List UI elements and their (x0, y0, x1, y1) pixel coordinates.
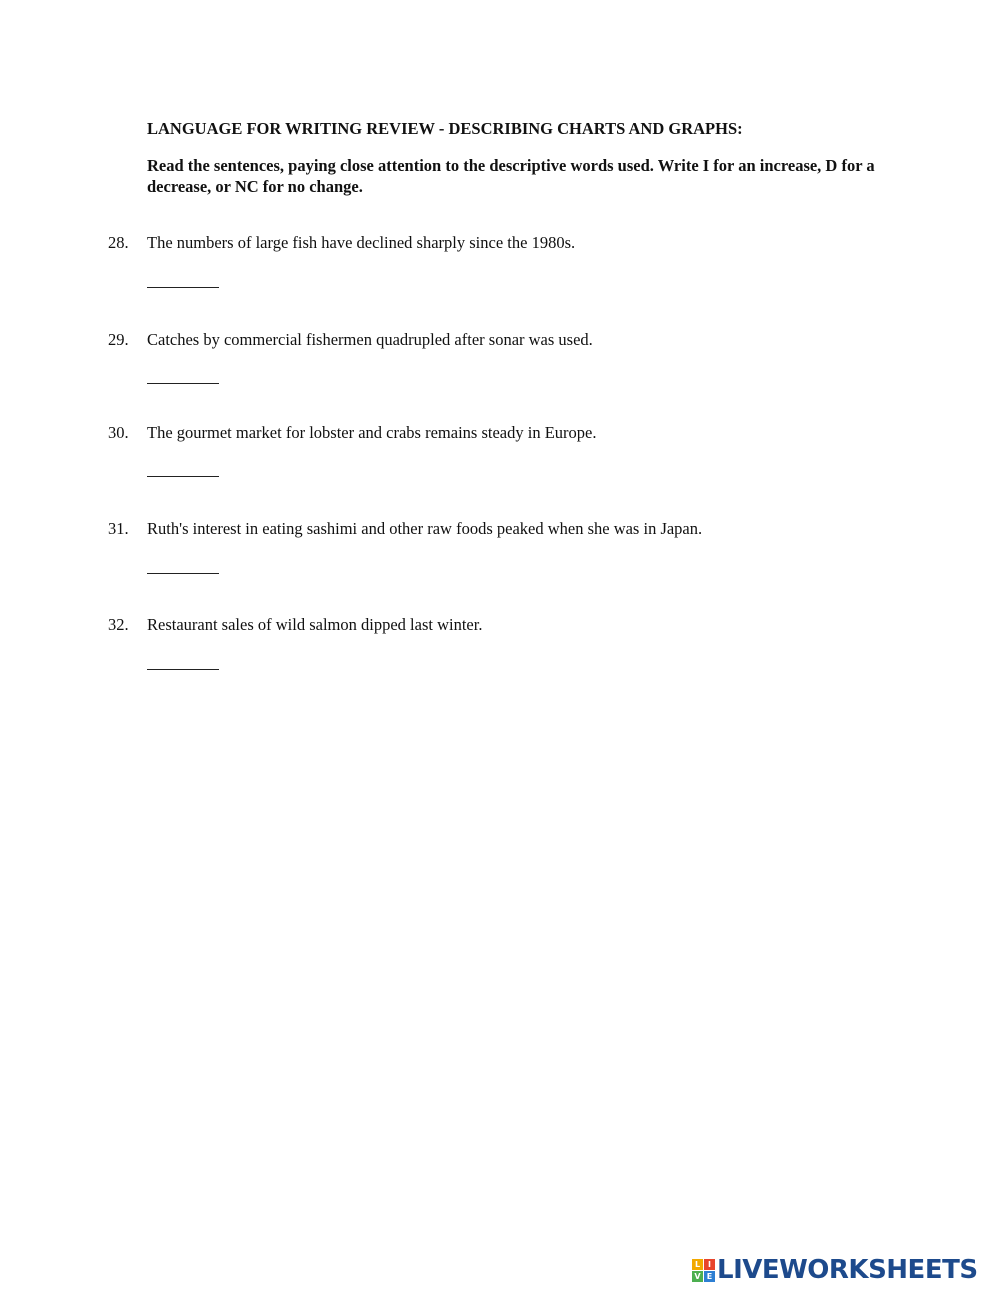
logo-wordmark: LIVEWORKSHEETS (717, 1255, 978, 1285)
logo-mark-letter: V (692, 1271, 703, 1282)
logo-mark-letter: L (692, 1259, 703, 1270)
question-text: Catches by commercial fishermen quadrupled after sonar was used. (147, 330, 593, 349)
answer-blank-28[interactable] (147, 287, 219, 288)
answer-blank-29[interactable] (147, 383, 219, 384)
question-number: 32. (108, 615, 129, 634)
liveworksheets-logo (692, 1255, 978, 1285)
question-number: 28. (108, 233, 129, 252)
question-text: The gourmet market for lobster and crabs remains steady in Europe. (147, 423, 597, 442)
worksheet-title: LANGUAGE FOR WRITING REVIEW - DESCRIBING CHARTS AND GRAPHS: (147, 119, 743, 138)
question-number: 29. (108, 330, 129, 349)
answer-blank-32[interactable] (147, 669, 219, 670)
question-text: The numbers of large fish have declined sharply since the 1980s. (147, 233, 576, 252)
question-text: Restaurant sales of wild salmon dipped last winter. (147, 615, 483, 634)
question-number: 30. (108, 423, 129, 442)
liveworksheets-mark-icon (692, 1259, 715, 1282)
logo-mark-letter: I (704, 1259, 715, 1270)
worksheet-instructions: Read the sentences, paying close attention to the descriptive words used. Write I for an increase, D for a decrease, or NC for no change. (147, 156, 875, 196)
question-text: Ruth's interest in eating sashimi and other raw foods peaked when she was in Japan. (147, 519, 703, 538)
logo-mark-letter: E (704, 1271, 715, 1282)
answer-blank-30[interactable] (147, 476, 219, 477)
question-number: 31. (108, 519, 129, 538)
answer-blank-31[interactable] (147, 573, 219, 574)
